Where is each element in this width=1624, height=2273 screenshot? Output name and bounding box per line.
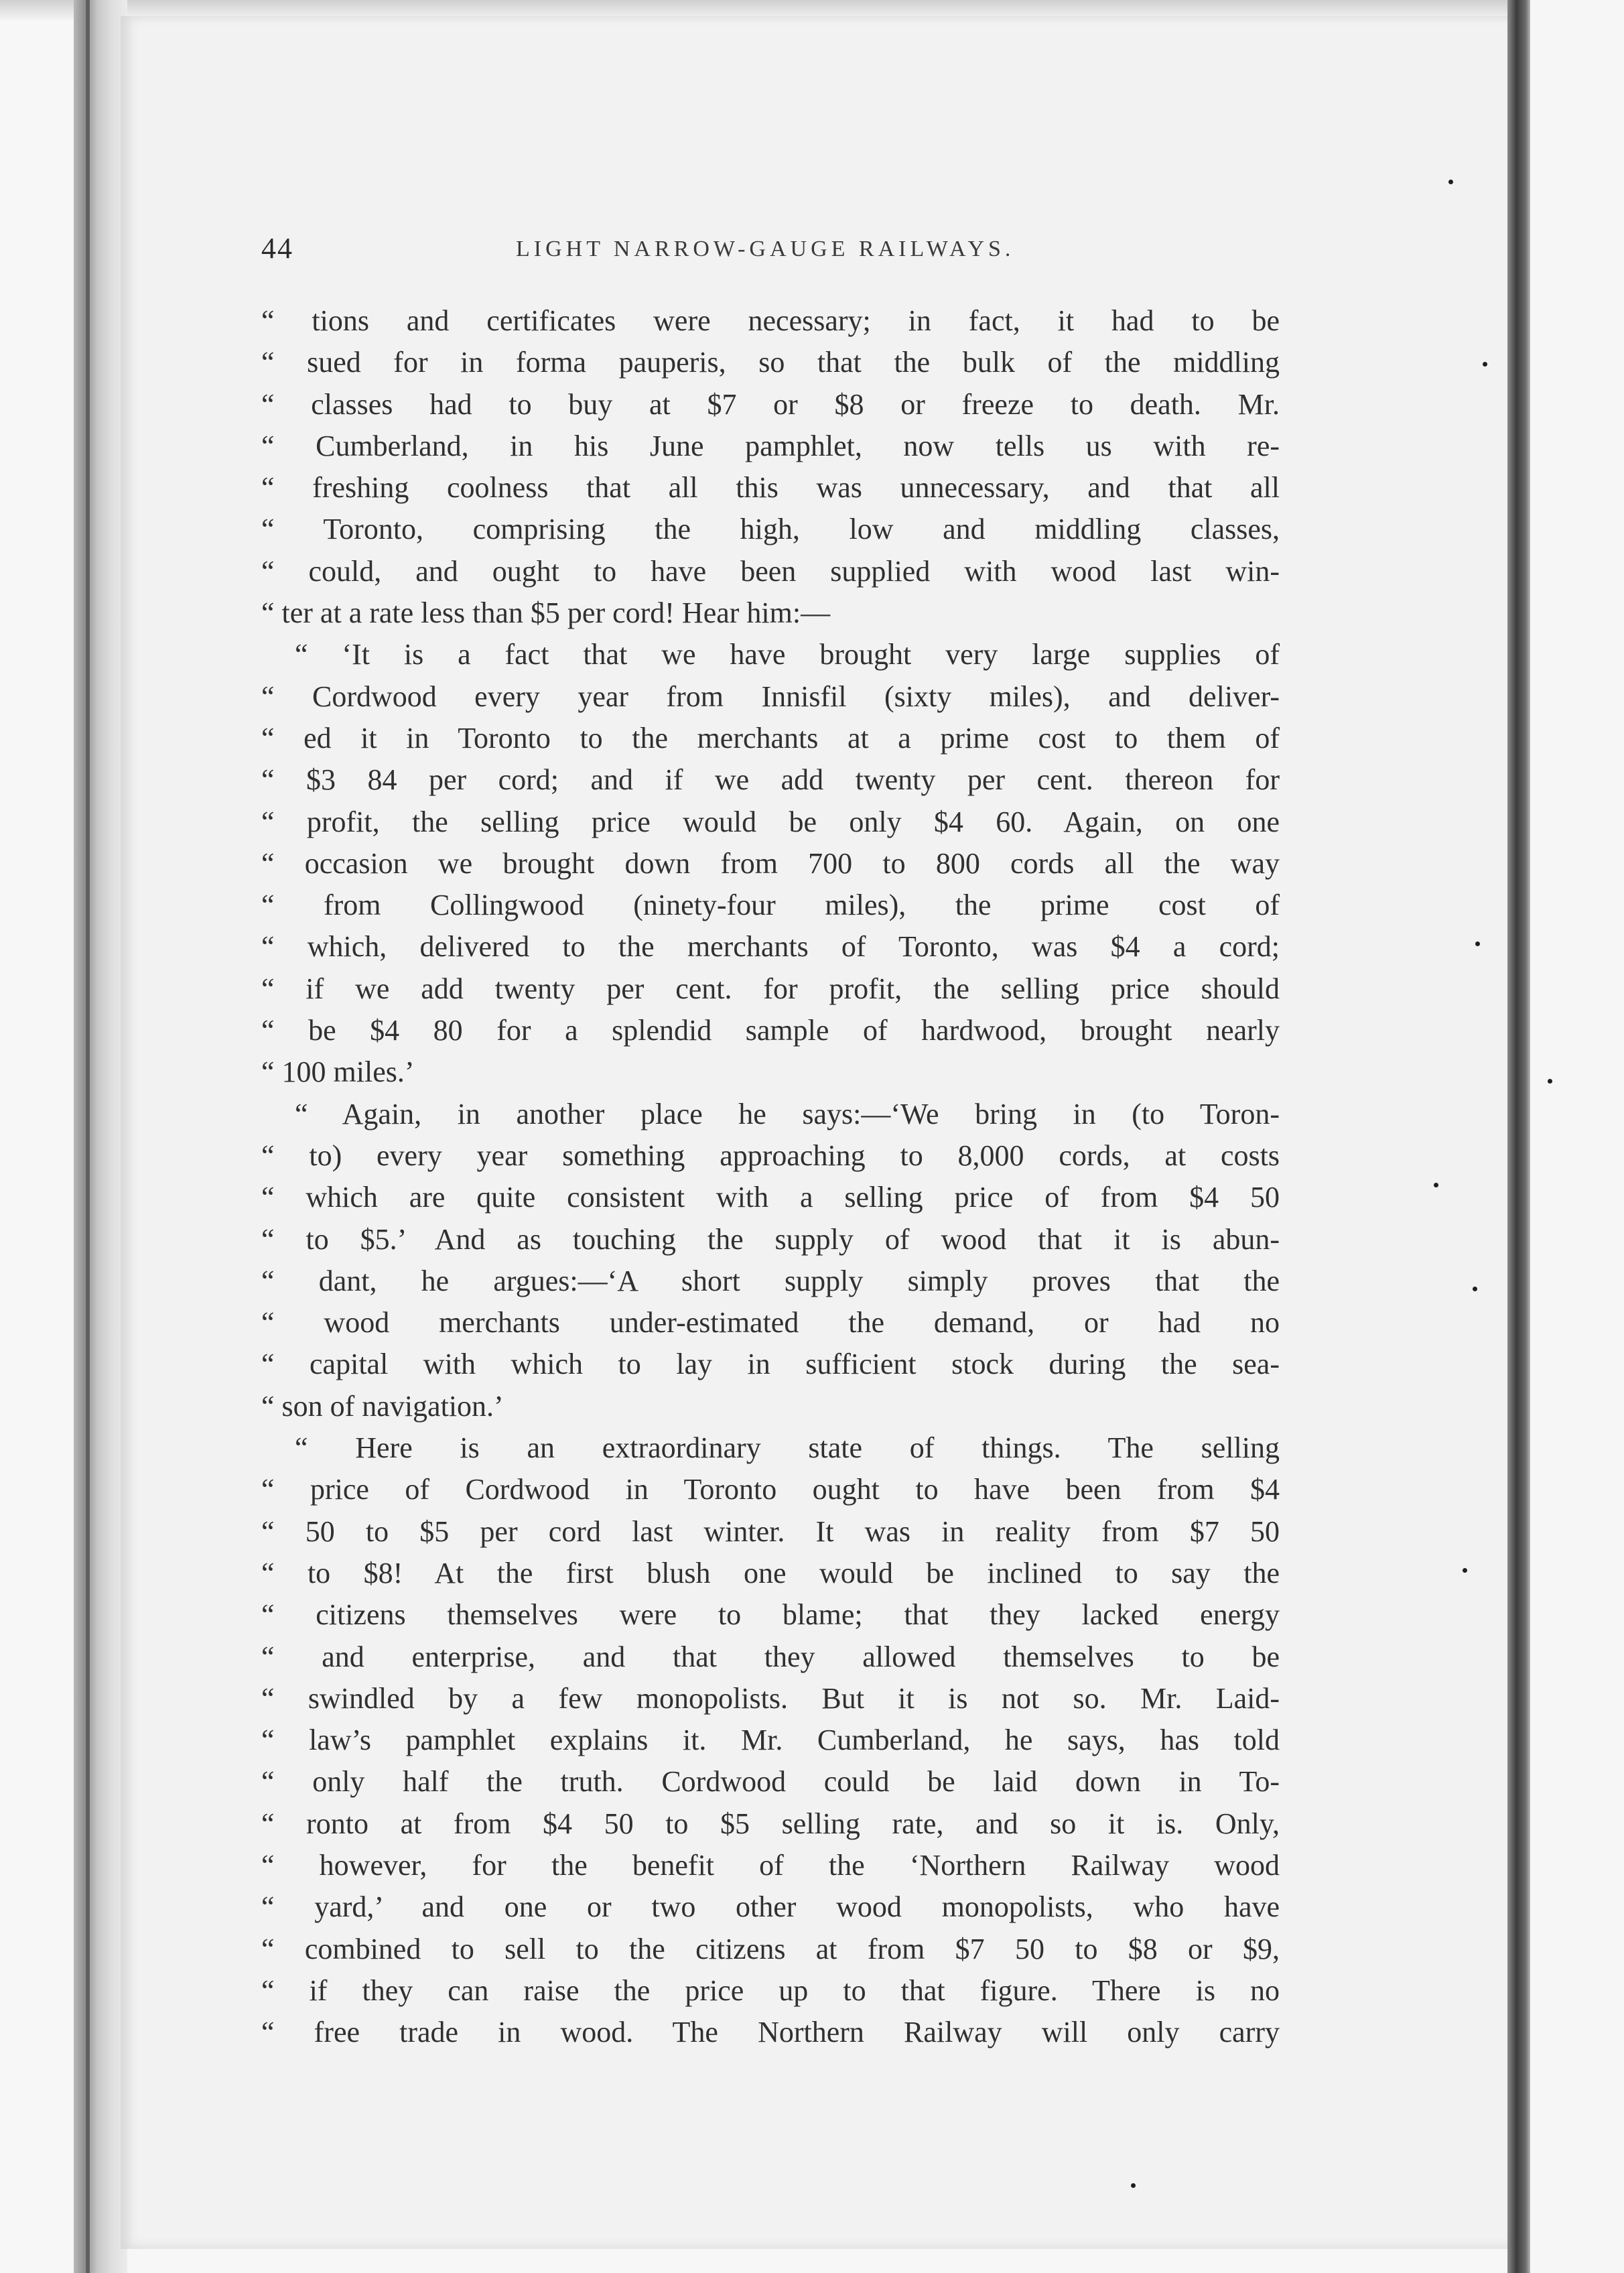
page-number: 44 xyxy=(261,232,293,265)
text-line: “ classes had to buy at $7 or $8 or freeze to death. Mr. xyxy=(261,387,1280,421)
text-line: “ wood merchants under-estimated the demand, or had no xyxy=(261,1306,1280,1340)
text-line: “ to) every year something approaching to 8,000 cords, at costs xyxy=(261,1139,1280,1172)
text-line: “ profit, the selling price would be only $4 60. Again, on one xyxy=(261,805,1280,838)
text-line: “ Toronto, comprising the high, low and middling classes, xyxy=(261,513,1280,546)
page-header xyxy=(261,231,1280,271)
text-line: “ law’s pamphlet explains it. Mr. Cumberland, he says, has told xyxy=(261,1724,1280,1757)
running-head: LIGHT NARROW-GAUGE RAILWAYS. xyxy=(516,237,1015,261)
text-line: “ ter at a rate less than $5 per cord! Hear him:— xyxy=(261,596,831,630)
facing-page-edge xyxy=(1530,0,1624,2273)
text-line: “ however, for the benefit of the ‘Northern Railway wood xyxy=(261,1848,1280,1882)
text-line: “ be $4 80 for a splendid sample of hardwood, brought nearly xyxy=(261,1014,1280,1047)
text-line: “ dant, he argues:—‘A short supply simply proves that the xyxy=(261,1264,1280,1297)
text-line: “ ed it in Toronto to the merchants at a prime cost to them of xyxy=(261,721,1280,755)
text-line: “ free trade in wood. The Northern Railway will only carry xyxy=(261,2016,1280,2049)
text-line: “ $3 84 per cord; and if we add twenty per cent. thereon for xyxy=(261,763,1280,797)
text-line: “ freshing coolness that all this was unnecessary, and that all xyxy=(261,471,1280,505)
text-line: “ sued for in forma pauperis, so that the bulk of the middling xyxy=(261,346,1280,379)
scan-speck xyxy=(1548,1079,1552,1084)
text-line: “ 50 to $5 per cord last winter. It was in reality from $7 50 xyxy=(261,1514,1280,1548)
text-line: “ and enterprise, and that they allowed themselves to be xyxy=(261,1640,1280,1673)
text-line: “ citizens themselves were to blame; that they lacked energy xyxy=(261,1598,1280,1632)
text-line: “ price of Cordwood in Toronto ought to have been from $4 xyxy=(261,1473,1280,1506)
text-line: “ 100 miles.’ xyxy=(261,1055,415,1089)
text-line: “ Cordwood every year from Innisfil (sixty miles), and deliver- xyxy=(261,679,1280,713)
text-line: “ Cumberland, in his June pamphlet, now tells us with re- xyxy=(261,429,1280,462)
scan-speck xyxy=(1473,1287,1477,1291)
scan-speck xyxy=(1448,180,1453,184)
text-line: “ could, and ought to have been supplied with wood last win- xyxy=(261,554,1280,588)
book-left-edge xyxy=(74,0,127,2273)
text-line: “ tions and certificates were necessary; in fact, it had to be xyxy=(261,304,1280,337)
scan-speck xyxy=(1475,941,1480,946)
text-line: “ combined to sell to the citizens at from $7 50 to $8 or $9, xyxy=(261,1932,1280,1965)
text-line: “ swindled by a few monopolists. But it is not so. Mr. Laid- xyxy=(261,1681,1280,1715)
text-line: “ son of navigation.’ xyxy=(261,1389,504,1423)
text-line: “ to $8! At the first blush one would be inclined to say the xyxy=(261,1556,1280,1589)
text-line: “ to $5.’ And as touching the supply of wood that it is abun- xyxy=(261,1222,1280,1256)
text-line: “ which, delivered to the merchants of Toronto, was $4 a cord; xyxy=(261,930,1280,964)
text-line: “ ronto at from $4 50 to $5 selling rate, and so it is. Only, xyxy=(261,1807,1280,1840)
book-left-edge-line xyxy=(86,0,90,2273)
text-line: “ yard,’ and one or two other wood monopolists, who have xyxy=(261,1890,1280,1924)
text-line: “ which are quite consistent with a selling price of from $4 50 xyxy=(261,1181,1280,1214)
text-line: “ Again, in another place he says:—‘We bring in (to Toron- xyxy=(295,1097,1280,1130)
text-line: “ Here is an extraordinary state of things. The selling xyxy=(295,1431,1280,1465)
text-line: “ ‘It is a fact that we have brought very large supplies of xyxy=(295,638,1280,671)
text-line: “ capital with which to lay in sufficient stock during the sea- xyxy=(261,1348,1280,1381)
text-line: “ if we add twenty per cent. for profit, the selling price should xyxy=(261,972,1280,1005)
text-line: “ if they can raise the price up to that figure. There is no xyxy=(261,1973,1280,2007)
scan-speck xyxy=(1434,1183,1438,1187)
scan-speck xyxy=(1483,362,1487,367)
scan-speck xyxy=(1463,1568,1467,1573)
text-line: “ only half the truth. Cordwood could be laid down in To- xyxy=(261,1765,1280,1799)
body-text xyxy=(261,300,1280,2053)
book-gutter xyxy=(1507,0,1530,2273)
text-line: “ occasion we brought down from 700 to 800 cords all the way xyxy=(261,846,1280,880)
scan-speck xyxy=(1131,2183,1136,2188)
text-line: “ from Collingwood (ninety-four miles), the prime cost of xyxy=(261,889,1280,922)
